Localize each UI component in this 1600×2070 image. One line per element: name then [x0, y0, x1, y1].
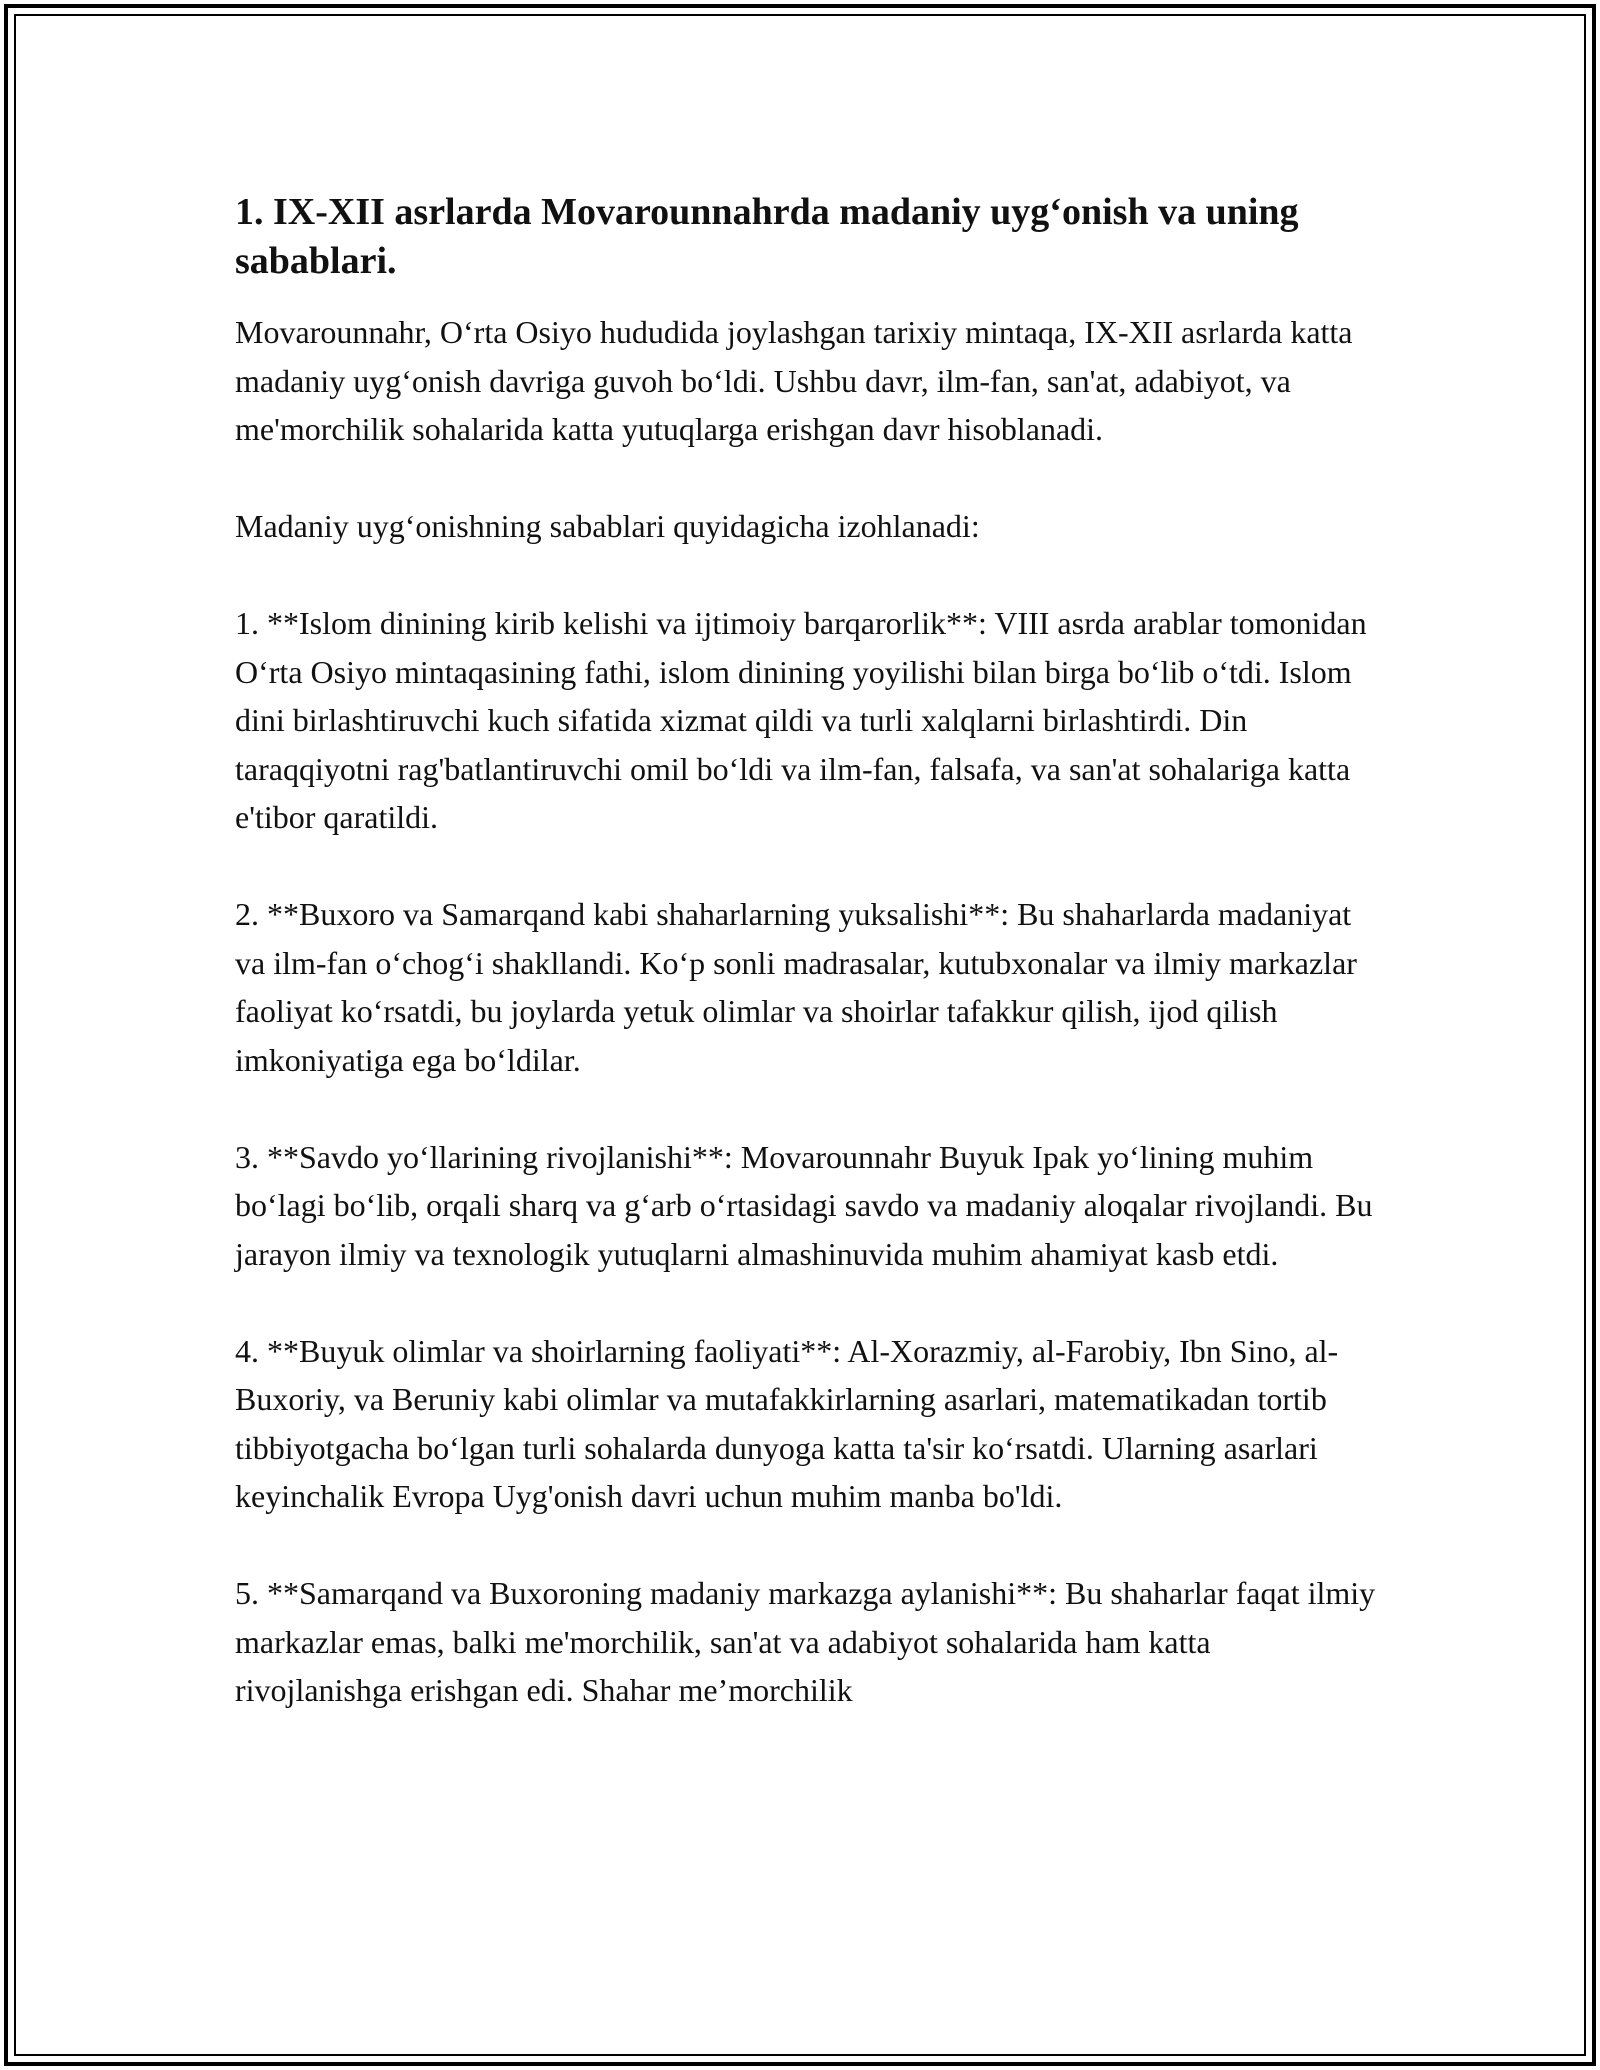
intro-paragraph: Movarounnahr, O‘rta Osiyo hududida joylashgan tarixiy mintaqa, IX-XII asrlarda katta madaniy uyg‘onish davriga guvoh bo‘ldi. Ushbu davr, ilm-fan, san'at, adabiyot, va me'morchilik sohalarida katta yutuqlarga erishgan davr hisoblanadi.	[235, 314, 1353, 447]
cause-item-5: 5. **Samarqand va Buxoroning madaniy markazga aylanishi**: Bu shaharlar faqat ilmiy markazlar emas, balki me'morchilik, san'at va adabiyot sohalarida ham katta rivojlanishga erishgan edi. Shahar me’morchilik	[235, 1575, 1376, 1708]
causes-lead-paragraph: Madaniy uyg‘onishning sabablari quyidagicha izohlanadi:	[235, 508, 980, 544]
document-body	[235, 188, 1385, 1763]
cause-item-4: 4. **Buyuk olimlar va shoirlarning faoliyati**: Al-Xorazmiy, al-Farobiy, Ibn Sino, al-Buxoriy, va Beruniy kabi olimlar va mutafakkirlarning asarlari, matematikadan tortib tibbiyotgacha bo‘lgan turli sohalarda dunyoga katta ta'sir ko‘rsatdi. Ularning asarlari keyinchalik Evropa Uyg'onish davri uchun muhim manba bo'ldi.	[235, 1332, 1339, 1514]
document-title: 1. IX-XII asrlarda Movarounnahrda madaniy uyg‘onish va uning sabablari.	[235, 191, 1299, 282]
cause-item-2: 2. **Buxoro va Samarqand kabi shaharlarning yuksalishi**: Bu shaharlarda madaniyat va ilm-fan o‘chog‘i shakllandi. Ko‘p sonli madrasalar, kutubxonalar va ilmiy markazlar faoliyat ko‘rsatdi, bu joylarda yetuk olimlar va shoirlar tafakkur qilish, ijod qilish imkoniyatiga ega bo‘ldilar.	[235, 896, 1357, 1078]
cause-item-1: 1. **Islom dinining kirib kelishi va ijtimoiy barqarorlik**: VIII asrda arablar tomonidan O‘rta Osiyo mintaqasining fathi, islom dinining yoyilishi bilan birga bo‘lib o‘tdi. Islom dini birlashtiruvchi kuch sifatida xizmat qildi va turli xalqlarni birlashtirdi. Din taraqqiyotni rag'batlantiruvchi omil bo‘ldi va ilm-fan, falsafa, va san'at sohalariga katta e'tibor qaratildi.	[235, 605, 1367, 835]
cause-item-3: 3. **Savdo yo‘llarining rivojlanishi**: Movarounnahr Buyuk Ipak yo‘lining muhim bo‘lagi bo‘lib, orqali sharq va g‘arb o‘rtasidagi savdo va madaniy aloqalar rivojlandi. Bu jarayon ilmiy va texnologik yutuqlarni almashinuvida muhim ahamiyat kasb etdi.	[235, 1138, 1373, 1272]
